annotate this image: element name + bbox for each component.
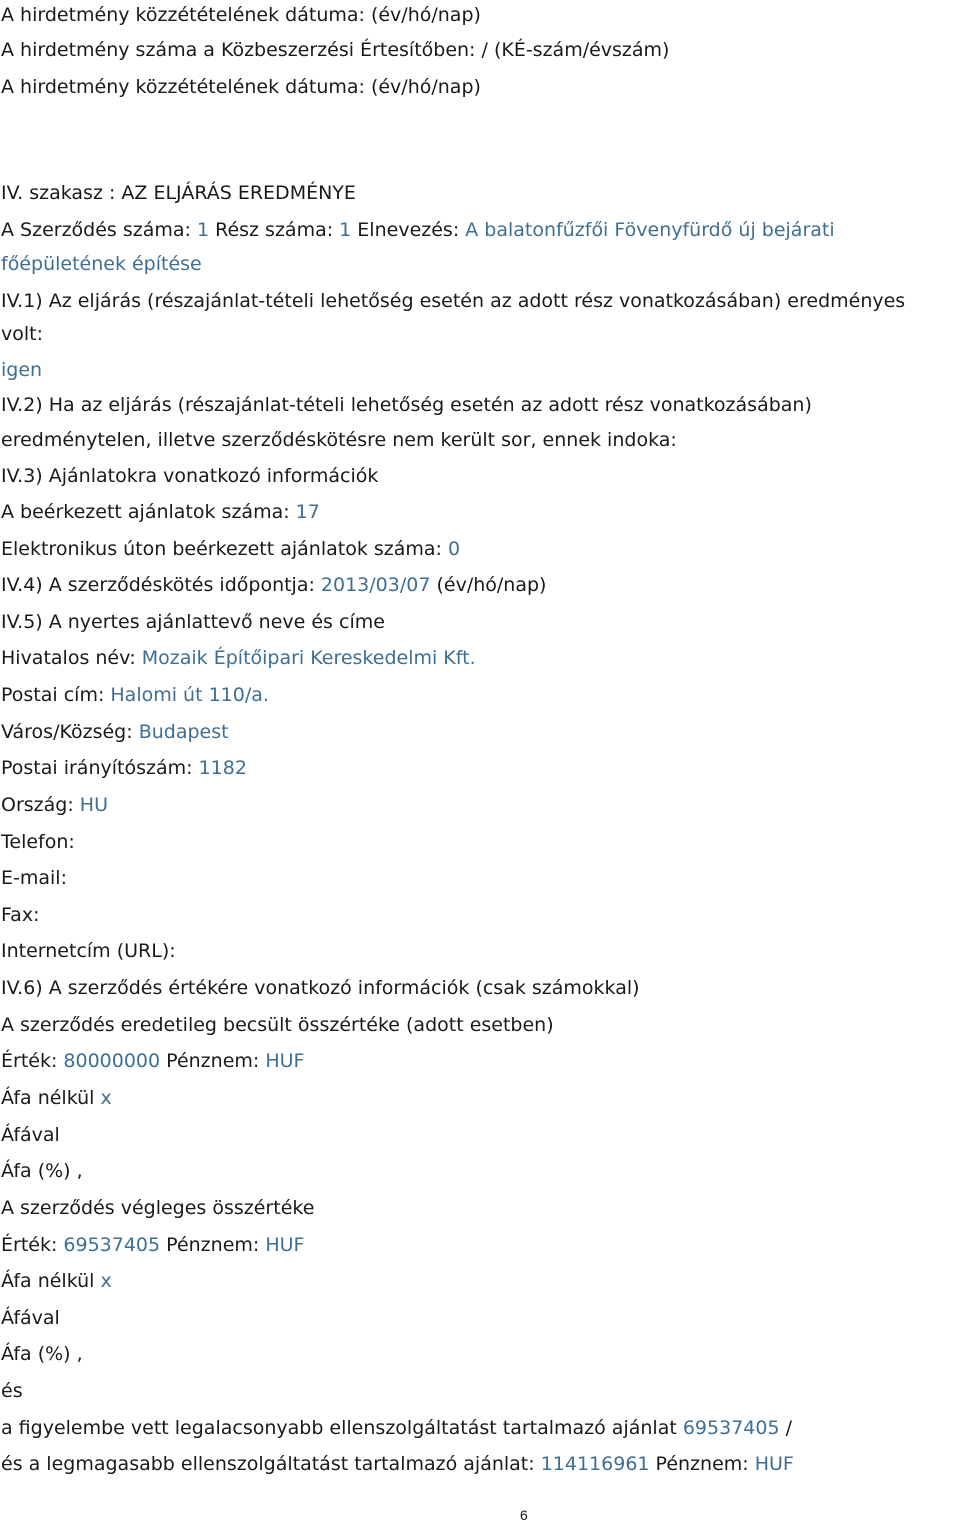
highest-offer: és a legmagasabb ellenszolgáltatást tartalmazó ajánlat: 114116961 Pénznem: HUF bbox=[1, 1453, 794, 1475]
final-novat: Áfa nélkül x bbox=[1, 1270, 112, 1292]
city: Város/Község: Budapest bbox=[1, 721, 229, 743]
final-value: Érték: 69537405 Pénznem: HUF bbox=[1, 1234, 305, 1256]
contract-name-cont: főépületének építése bbox=[1, 253, 202, 275]
part-number: 1 bbox=[339, 219, 352, 241]
header-line-3: A hirdetmény közzétételének dátuma: (év/hó/nap) bbox=[1, 76, 481, 98]
q3-heading: IV.3) Ajánlatokra vonatkozó információk bbox=[1, 465, 379, 487]
url: Internetcím (URL): bbox=[1, 940, 176, 962]
contract-date: IV.4) A szerződéskötés időpontja: 2013/03/07 (év/hó/nap) bbox=[1, 574, 547, 596]
original-novat: Áfa nélkül x bbox=[1, 1087, 112, 1109]
final-vat-pct: Áfa (%) , bbox=[1, 1343, 83, 1365]
section-title: IV. szakasz : AZ ELJÁRÁS EREDMÉNYE bbox=[1, 182, 356, 204]
q1-answer: igen bbox=[1, 359, 43, 381]
lowest-offer: a figyelembe vett legalacsonyabb ellenszolgáltatást tartalmazó ajánlat 69537405 / bbox=[1, 1417, 793, 1439]
fax: Fax: bbox=[1, 904, 40, 926]
postal-address: Postai cím: Halomi út 110/a. bbox=[1, 684, 269, 706]
header-line-1: A hirdetmény közzétételének dátuma: (év/hó/nap) bbox=[1, 4, 481, 26]
final-value-title: A szerződés végleges összértéke bbox=[1, 1197, 315, 1219]
country: Ország: HU bbox=[1, 794, 108, 816]
original-vat-pct: Áfa (%) , bbox=[1, 1160, 83, 1182]
header-line-2: A hirdetmény száma a Közbeszerzési Értesítőben: / (KÉ-szám/évszám) bbox=[1, 39, 670, 61]
final-withvat: Áfával bbox=[1, 1307, 60, 1329]
q2-line-2: eredménytelen, illetve szerződéskötésre nem került sor, ennek indoka: bbox=[1, 429, 677, 451]
bids-count: A beérkezett ajánlatok száma: 17 bbox=[1, 501, 320, 523]
email: E-mail: bbox=[1, 867, 67, 889]
original-value: Érték: 80000000 Pénznem: HUF bbox=[1, 1050, 305, 1072]
q6-heading: IV.6) A szerződés értékére vonatkozó információk (csak számokkal) bbox=[1, 977, 640, 999]
original-value-title: A szerződés eredetileg becsült összértéke (adott esetben) bbox=[1, 1014, 554, 1036]
q2-line-1: IV.2) Ha az eljárás (részajánlat-tételi lehetőség esetén az adott rész vonatkozásában) bbox=[1, 394, 812, 416]
contract-number: 1 bbox=[196, 219, 210, 241]
electronic-bids-count: Elektronikus úton beérkezett ajánlatok száma: 0 bbox=[1, 538, 461, 560]
phone: Telefon: bbox=[1, 831, 75, 853]
postal-code: Postai irányítószám: 1182 bbox=[1, 757, 247, 779]
q1-line-2: volt: bbox=[1, 323, 43, 345]
page-number: 6 bbox=[520, 1507, 528, 1523]
original-withvat: Áfával bbox=[1, 1124, 60, 1146]
q1-line-1: IV.1) Az eljárás (részajánlat-tételi lehetőség esetén az adott rész vonatkozásában) eredményes bbox=[1, 290, 906, 312]
and-label: és bbox=[1, 1380, 23, 1402]
contract-name: A balatonfűzfői Fövenyfürdő új bejárati bbox=[465, 219, 835, 241]
q5-heading: IV.5) A nyertes ajánlattevő neve és címe bbox=[1, 611, 385, 633]
official-name: Hivatalos név: Mozaik Építőipari Kereskedelmi Kft. bbox=[1, 647, 476, 669]
contract-line: A Szerződés száma: 1 Rész száma: 1 Elnevezés: A balatonfűzfői Fövenyfürdő új bejárati bbox=[1, 219, 835, 241]
